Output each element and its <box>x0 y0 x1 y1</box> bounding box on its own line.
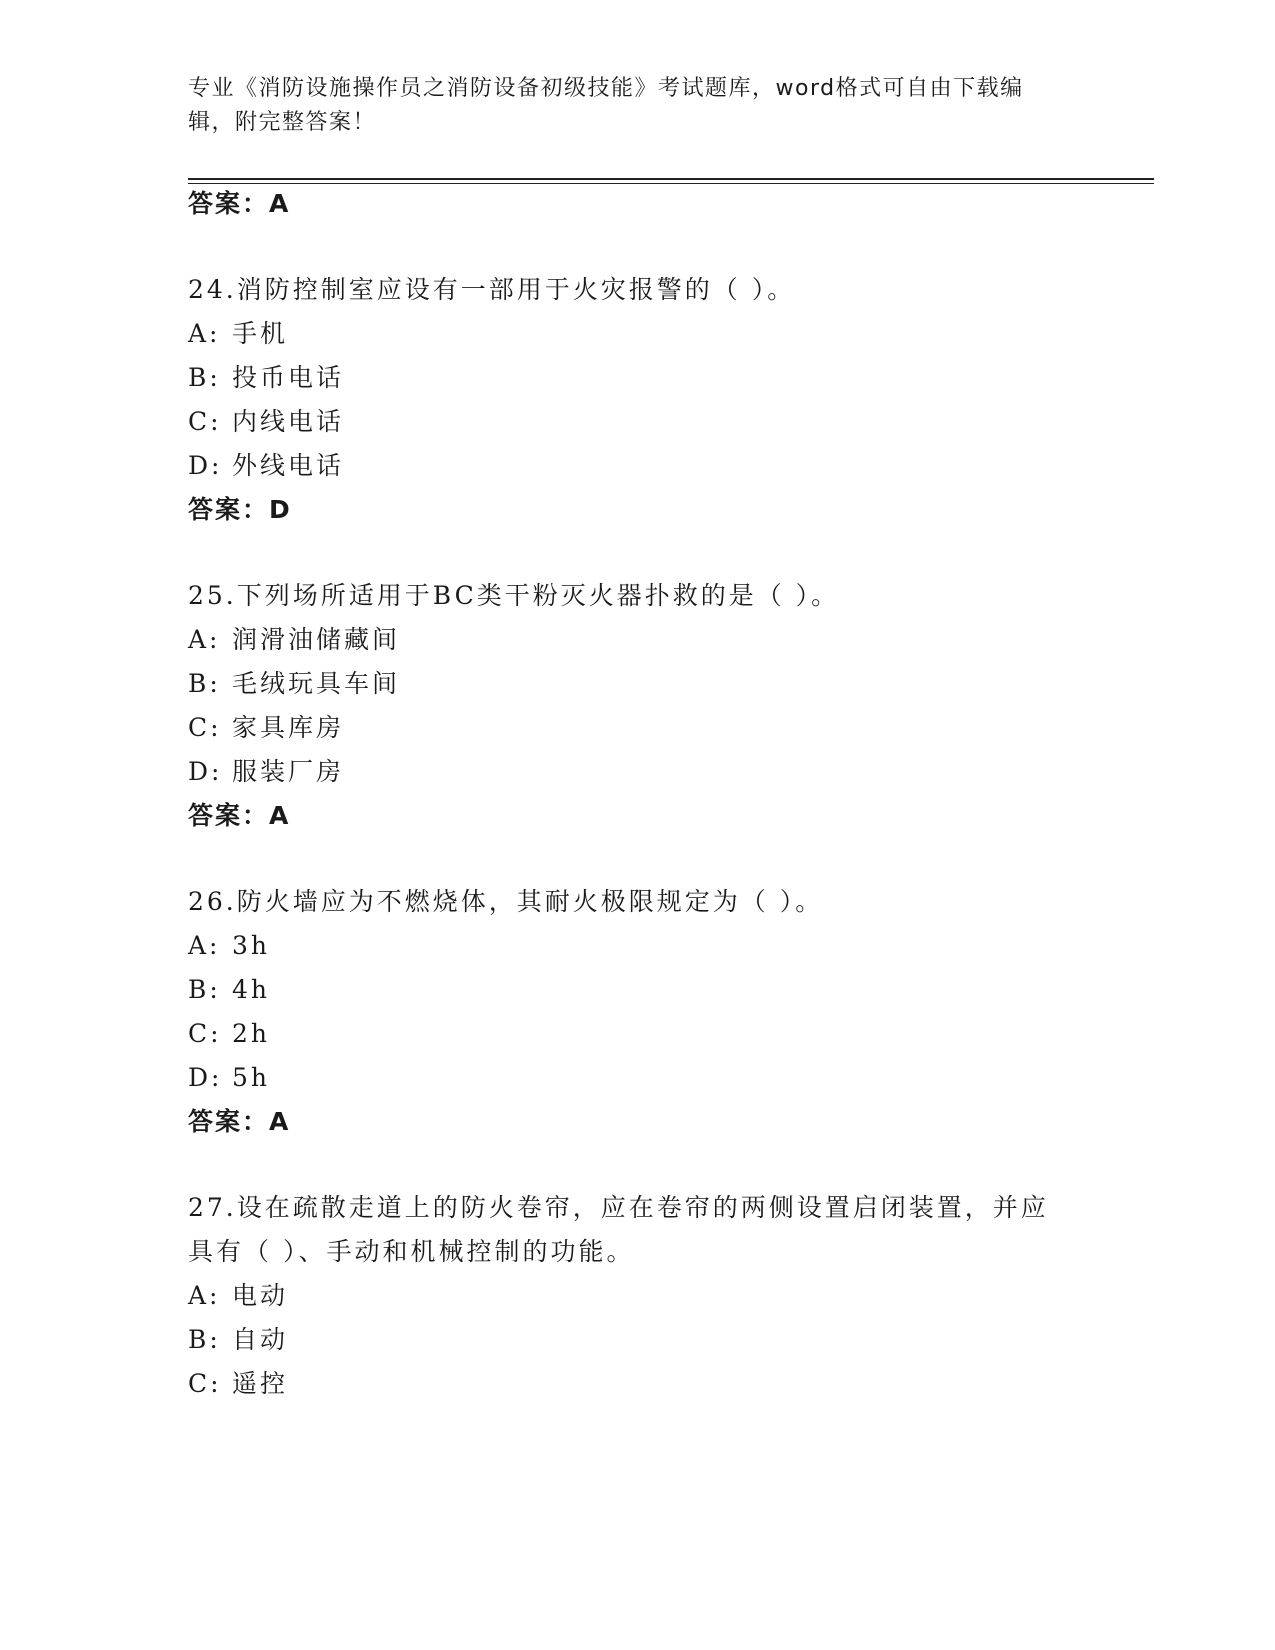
option-text: 润滑油储藏间 <box>232 625 401 654</box>
answer-previous: 答案：A <box>188 189 291 218</box>
option-text: 外线电话 <box>232 451 345 480</box>
question-25-stem: 25.下列场所适用于BC类干粉灭火器扑救的是（ ）。 <box>188 581 840 610</box>
option-text: 毛绒玩具车间 <box>232 669 401 698</box>
question-25-option-d <box>188 754 344 790</box>
option-text: 自动 <box>232 1325 289 1354</box>
option-letter: B: <box>188 363 221 392</box>
question-25-option-b <box>188 666 400 702</box>
option-text: 内线电话 <box>232 407 345 436</box>
question-27-option-c <box>188 1366 288 1402</box>
question-26-stem: 26.防火墙应为不燃烧体，其耐火极限规定为（ ）。 <box>188 887 824 916</box>
question-25-answer: 答案：A <box>188 801 291 830</box>
question-26-option-d <box>188 1060 270 1096</box>
option-letter: A: <box>188 625 221 654</box>
header-rule-thick <box>188 178 1154 180</box>
document-header <box>188 72 1088 140</box>
question-26-option-c <box>188 1016 270 1052</box>
option-letter: A: <box>188 931 221 960</box>
question-24-option-c <box>188 404 344 440</box>
question-26-option-a <box>188 928 270 964</box>
question-24-stem: 24.消防控制室应设有一部用于火灾报警的（ ）。 <box>188 275 796 304</box>
question-25-option-a <box>188 622 400 658</box>
option-letter: B: <box>188 669 221 698</box>
question-24-option-b <box>188 360 344 396</box>
question-27-stem-line-1: 27.设在疏散走道上的防火卷帘，应在卷帘的两侧设置启闭装置，并应 <box>188 1193 1049 1222</box>
option-letter: B: <box>188 1325 221 1354</box>
option-letter: D: <box>188 451 223 480</box>
question-24-option-d <box>188 448 344 484</box>
option-text: 投币电话 <box>232 363 345 392</box>
question-27-option-a <box>188 1278 288 1314</box>
option-letter: D: <box>188 1063 223 1092</box>
option-text: 服装厂房 <box>232 757 345 786</box>
option-text: 电动 <box>232 1281 289 1310</box>
question-26-option-b <box>188 972 270 1008</box>
option-text: 3h <box>232 931 271 960</box>
option-text: 家具库房 <box>232 713 345 742</box>
header-rule-thin <box>188 183 1154 184</box>
option-letter: A: <box>188 319 221 348</box>
question-27-stem-line-2: 具有（ ）、手动和机械控制的功能。 <box>188 1237 635 1266</box>
option-text: 2h <box>232 1019 271 1048</box>
option-letter: C: <box>188 1019 222 1048</box>
option-letter: D: <box>188 757 223 786</box>
header-line-1: 专业《消防设施操作员之消防设备初级技能》考试题库，word格式可自由下载编 <box>188 76 1024 101</box>
option-text: 4h <box>232 975 271 1004</box>
question-27-option-b <box>188 1322 288 1358</box>
option-letter: B: <box>188 975 221 1004</box>
question-24-answer: 答案：D <box>188 495 292 524</box>
option-text: 5h <box>232 1063 271 1092</box>
option-text: 手机 <box>232 319 289 348</box>
question-26-answer: 答案：A <box>188 1107 291 1136</box>
option-letter: C: <box>188 1369 222 1398</box>
option-letter: C: <box>188 713 222 742</box>
header-line-2: 辑，附完整答案！ <box>188 110 377 135</box>
option-text: 遥控 <box>232 1369 289 1398</box>
question-24-option-a <box>188 316 288 352</box>
question-25-option-c <box>188 710 344 746</box>
option-letter: C: <box>188 407 222 436</box>
option-letter: A: <box>188 1281 221 1310</box>
